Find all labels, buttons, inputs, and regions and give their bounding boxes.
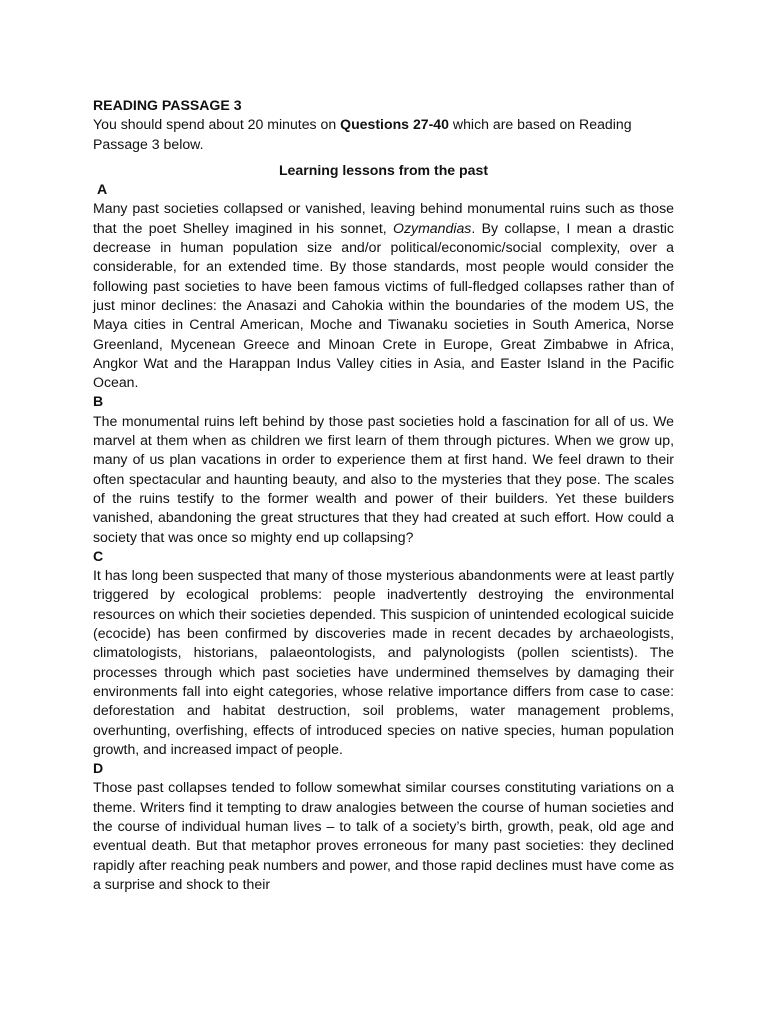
section-c-paragraph: It has long been suspected that many of those mysterious abandonments were at least partly triggered by ecological problems: people inadvertently destroying the environmental resources on which their societies depended. This suspicion of unintended ecological suicide (ecocide) has been confirmed by discoveries made in recent decades by archaeologists, climatologists, historians, palaeontologists, and palynologists (pollen scientists). The processes through which past societies have undermined themselves by damaging their environments fall into eight categories, whose relative importance differs from case to case: deforestation and habitat destruction, soil problems, water management problems, overhunting, overfishing, effects of introduced species on native species, human population growth, and increased impact of people. [93,567,674,757]
passage-heading: READING PASSAGE 3 [93,97,242,113]
questions-range: Questions 27-40 [340,116,449,133]
section-letter-c: C [93,547,104,564]
section-letter-b: B [93,393,104,410]
section-letter-a: A [97,181,108,198]
passage-title: Learning lessons from the past [278,161,489,178]
sonnet-title: Ozymandias [393,219,472,236]
section-a-text-after: . By collapse, I mean a drastic decrease in human population size and/or political/economic/social complexity, over a considerable, for an extended time. By those standards, most people would consider the following past societies to have been famous victims of full-fledged collapses rather than of just minor declines: the Anasazi and Cahokia within the boundaries of the modem US, the Maya cities in Central American, Moche and Tiwanaku societies in South America, Norse Greenland, Mycenean Greece and Minoan Crete in Europe, Great Zimbabwe in Africa, Angkor Wat and the Harappan Indus Valley cities in Asia, and Easter Island in the Pacific Ocean. [93,219,674,391]
section-d-paragraph: Those past collapses tended to follow somewhat similar courses constituting variations on a theme. Writers find it tempting to draw analogies between the course of human societies and the course of individual human lives – to talk of a society’s birth, growth, peak, old age and eventual death. But that metaphor proves erroneous for many past societies: they declined rapidly after reaching peak numbers and power, and those rapid declines must have come as a surprise and shock to their [93,779,674,892]
section-letter-d: D [93,760,104,777]
instructions-text-before: You should spend about 20 minutes on [93,116,341,133]
section-b-paragraph: The monumental ruins left behind by those past societies hold a fascination for all of us. We marvel at them when as children we first learn of them through pictures. When we grow up, many of us plan vacations in order to experience them at first hand. We feel drawn to their often spectacular and haunting beauty, and also to the mysteries that they pose. The scales of the ruins testify to the former wealth and power of their builders. Yet these builders vanished, abandoning the great structures that they had created at such effort. How could a society that was once so mighty end up collapsing? [93,412,674,545]
section-a-text-before: Many past societies collapsed or vanished, leaving behind monumental ruins such as those that the poet Shelley imagined in his sonnet, [93,200,674,236]
passage-instructions [93,115,674,154]
section-a-paragraph [93,199,674,392]
instructions-text-after: which are based on Reading Passage 3 below. [93,116,632,152]
reading-passage-document [93,96,674,894]
